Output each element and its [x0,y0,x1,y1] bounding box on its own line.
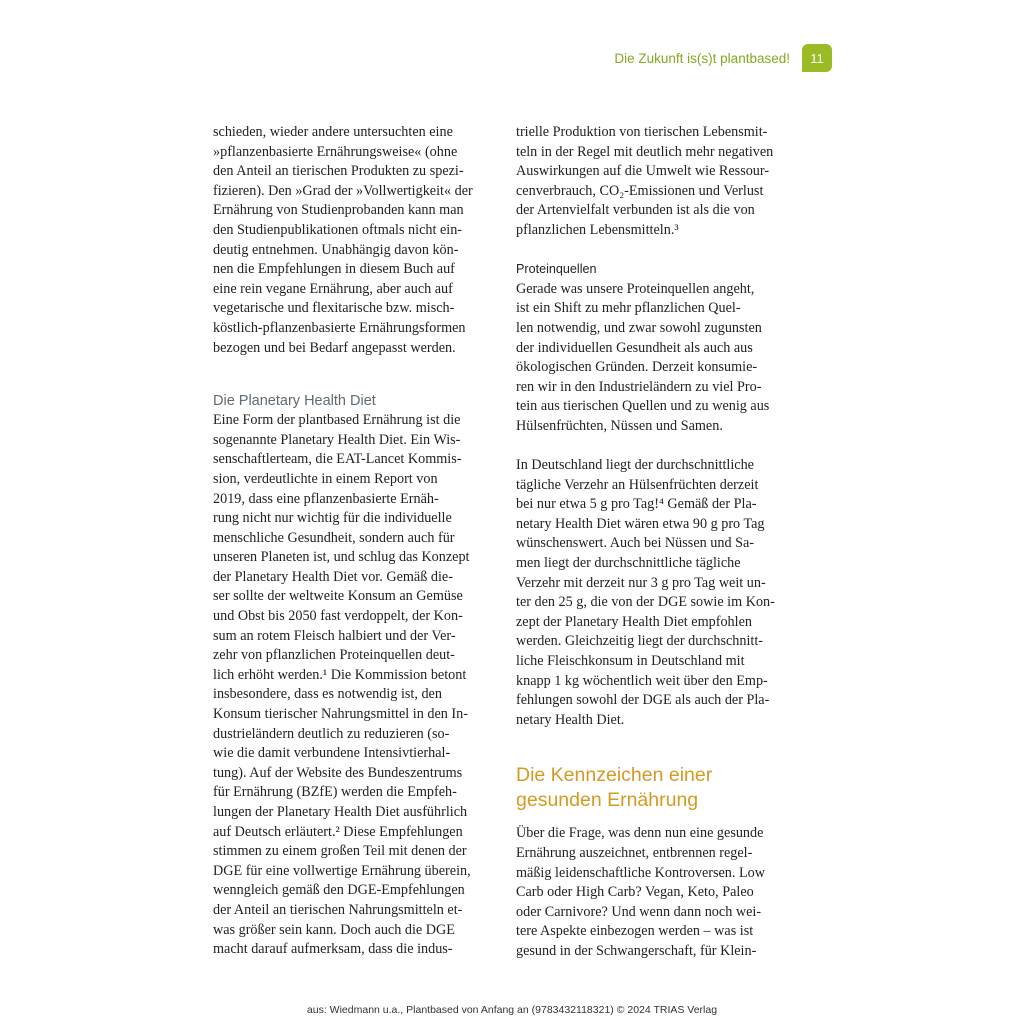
right-column [516,123,794,962]
text-line: len notwendig, und zwar sowohl zugunsten [516,319,762,336]
text-line: tere Aspekte einbezogen werden – was ist [516,923,754,940]
text-line: ist ein Shift zu mehr pflanzlichen Quel- [516,300,741,317]
text-line: Verzehr mit derzeit nur 3 g pro Tag weit un- [516,574,766,591]
text-line: lungen der Planetary Health Diet ausführlich [213,804,468,820]
text-line: wenngleich gemäß den DGE-Empfehlungen [213,882,465,899]
paragraph-proteinquellen [516,280,794,437]
text-line: köstlich-pflanzenbasierte Ernährungsformen [213,319,466,336]
text-line: was größer sein kann. Doch auch die DGE [213,921,455,938]
text-line: der Planetary Health Diet vor. Gemäß die- [213,568,453,585]
text-line: ren wir in den Industrieländern zu viel Pro- [516,378,762,395]
text-line: macht darauf aufmerksam, dass die indus- [213,941,453,958]
page-number-badge: 11 [802,44,832,72]
text-line: wie die damit verbundene Intensivtierhal- [213,745,451,762]
text-line: ökologischen Gründen. Derzeit konsumie- [516,359,758,376]
text-line: deutig entnehmen. Unabhängig davon kön- [213,241,459,258]
text-line: werden. Gleichzeitig liegt der durchschnitt- [516,633,764,650]
text-line: bei nur etwa 5 g pro Tag!⁴ Gemäß der Pla- [516,496,757,513]
text-line: netary Health Diet. [516,711,625,728]
paragraph-kennzeichen [516,824,794,961]
text-line: Carb oder High Carb? Vegan, Keto, Paleo [516,884,754,901]
text-line: auf Deutsch erläutert.² Diese Empfehlungen [213,823,463,840]
text-line: liche Fleischkonsum in Deutschland mit [516,653,745,670]
text-line: Ernährung auszeichnet, entbrennen regel- [516,845,753,861]
text-line: und Obst bis 2050 fast verdoppelt, der Kon- [213,608,463,625]
text-line: fehlungen sowohl der DGE als auch der Pla- [516,692,770,709]
text-line: rung nicht nur wichtig für die individuelle [213,510,452,527]
text-line: für Ernährung (BZfE) werden die Empfeh- [213,784,457,801]
proteinquellen-heading: Proteinquellen [516,262,597,277]
text-line: pflanzlichen Lebensmitteln.³ [516,221,679,238]
text-line: Über die Frage, was denn nun eine gesunde [516,825,764,842]
text-line: nen die Empfehlungen in diesem Buch auf [213,261,455,278]
text-line: tein aus tierischen Quellen und zu wenig aus [516,398,770,415]
section-subheading: Die Planetary Health Diet [213,393,376,410]
text-line: eine rein vegane Ernährung, aber auch auf [213,280,453,297]
text-line: den Anteil an tierischen Produkten zu spezi- [213,163,464,180]
running-title: Die Zukunft is(s)t plantbased! [614,50,790,66]
text-line: sion, verdeutlichte in einem Report von [213,470,438,487]
text-line: men liegt der durchschnittliche tägliche [516,555,741,572]
text-line: ter den 25 g, die von der DGE sowie im Kon- [516,594,775,611]
text-line: Eine Form der plantbased Ernährung ist die [213,412,461,429]
section-heading [516,763,794,812]
text-line: In Deutschland liegt der durchschnittliche [516,457,754,474]
text-line: 2019, dass eine pflanzenbasierte Ernäh- [213,490,439,507]
text-line: mäßig leidenschaftliche Kontroversen. Low [516,864,765,881]
text-line: DGE für eine vollwertige Ernährung überein, [213,862,471,879]
text-line: menschliche Gesundheit, sondern auch für [213,529,455,546]
text-line: cenverbrauch, CO₂-Emissionen und Verlust [516,182,764,199]
text-line: wünschenswert. Auch bei Nüssen und Sa- [516,535,754,552]
text-line: trielle Produktion von tierischen Lebensmit- [516,124,768,140]
running-header [560,44,832,72]
text-line: der Anteil an tierischen Nahrungsmitteln et- [213,901,463,918]
text-line: lich erhöht werden.¹ Die Kommission betont [213,666,467,683]
text-line: zept der Planetary Health Diet empfohlen [516,613,752,630]
text-line: tung). Auf der Website des Bundeszentrums [213,764,463,781]
text-line: vegetarische und flexitarische bzw. misch- [213,300,455,317]
paragraph-verzehr [516,456,794,730]
text-line: bezogen und bei Bedarf angepasst werden. [213,339,456,356]
text-line: sogenannte Planetary Health Diet. Ein Wis- [213,431,461,448]
text-line: Hülsenfrüchten, Nüssen und Samen. [516,417,723,434]
text-line: teln in der Regel mit deutlich mehr negativen [516,143,774,160]
text-line: senschaftlerteam, die EAT-Lancet Kommis- [213,451,462,468]
text-line: der Artenvielfalt verbunden ist als die von [516,202,755,219]
text-line: knapp 1 kg wöchentlich weit über den Emp- [516,672,768,689]
text-line: Ernährung von Studienprobanden kann man [213,202,464,219]
text-line: netary Health Diet wären etwa 90 g pro Tag [516,515,765,532]
text-line: sum an rotem Fleisch halbiert und der Ver- [213,627,456,644]
text-line: stimmen zu einem großen Teil mit denen der [213,843,467,860]
text-line: ser sollte der weltweite Konsum an Gemüse [213,588,463,605]
text-line: tägliche Verzehr an Hülsenfrüchten derzeit [516,476,759,493]
paragraph-planetary-health-diet [213,411,491,960]
text-line: Konsum tierischer Nahrungsmittel in den In- [213,706,468,723]
heading-line: gesunden Ernährung [516,788,699,811]
heading-line: Die Kennzeichen einer [516,764,713,787]
left-column [213,123,491,960]
text-line: den Studienpublikationen oftmals nicht ein- [213,221,463,238]
text-line: dustrieländern deutlich zu reduzieren (so- [213,725,450,742]
text-line: oder Carnivore? Und wenn dann noch wei- [516,903,762,920]
page-footer: aus: Wiedmann u.a., Plantbased von Anfang an (9783432118321) © 2024 TRIAS Verlag [306,1004,718,1016]
text-line: der individuellen Gesundheit als auch aus [516,339,753,356]
text-line: fizieren). Den »Grad der »Vollwertigkeit« der [213,182,473,199]
paragraph-continuation [516,123,794,241]
text-line: Gerade was unsere Proteinquellen angeht, [516,280,755,297]
text-line: unseren Planeten ist, und schlug das Konzept [213,549,470,566]
text-line: »pflanzenbasierte Ernährungsweise« (ohne [213,143,458,160]
text-line: zehr von pflanzlichen Proteinquellen deut- [213,647,455,664]
text-line: gesund in der Schwangerschaft, für Klein- [516,942,757,959]
text-line: Auswirkungen auf die Umwelt wie Ressour- [516,163,770,180]
text-line: schieden, wieder andere untersuchten eine [213,124,453,140]
text-line: insbesondere, dass es notwendig ist, den [213,686,442,703]
paragraph-intro [213,123,491,358]
